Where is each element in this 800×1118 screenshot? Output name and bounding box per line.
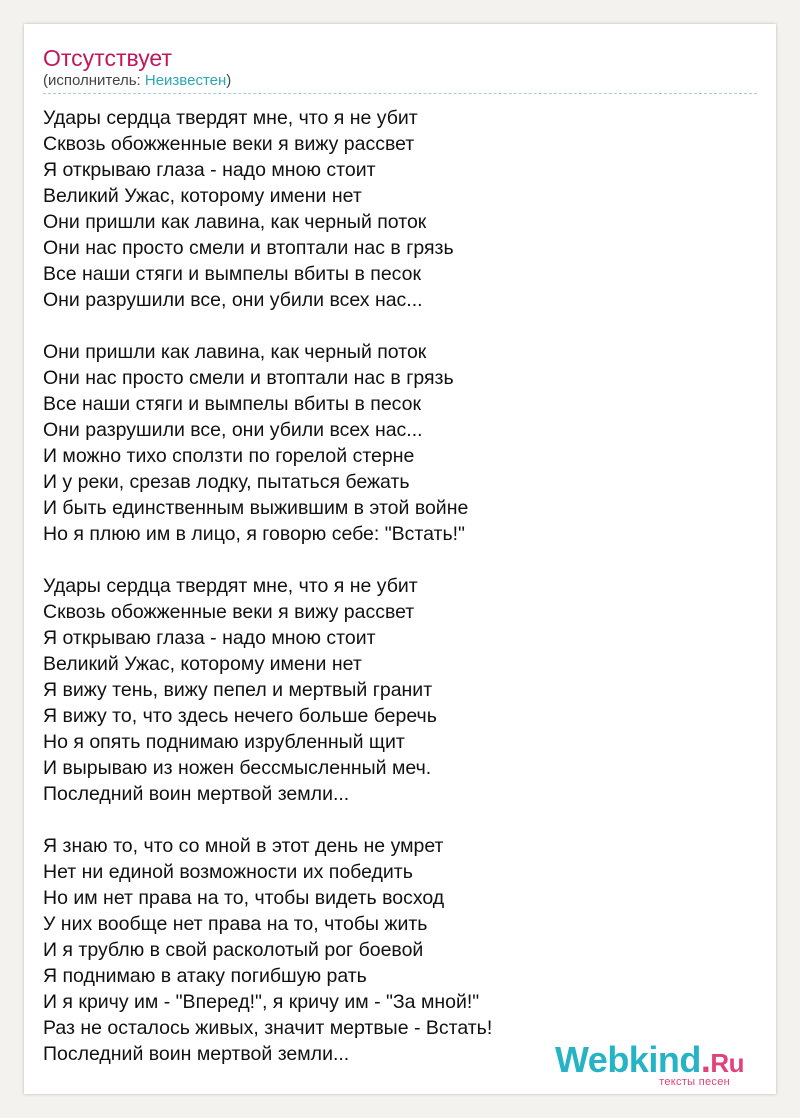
lyrics-stanza (43, 573, 492, 807)
lyrics-line: Все наши стяги и вымпелы вбиты в песок (43, 393, 422, 415)
performer-link[interactable]: Неизвестен (144, 72, 227, 89)
lyrics-line: Великий Ужас, которому имени нет (43, 653, 362, 675)
lyrics-line: И я трублю в свой расколотый рог боевой (43, 939, 424, 961)
lyrics-line: Сквозь обожженные веки я вижу рассвет (43, 601, 415, 623)
watermark-tagline: тексты песен (659, 1076, 730, 1088)
lyrics-line: Сквозь обожженные веки я вижу рассвет (43, 133, 415, 155)
lyrics-line: Я открываю глаза - надо мною стоит (43, 627, 376, 649)
lyrics-line: Я вижу тень, вижу пепел и мертвый гранит (43, 679, 433, 701)
lyrics-line: У них вообще нет права на то, чтобы жить (43, 913, 428, 935)
lyrics-line: Но я опять поднимаю изрубленный щит (43, 731, 405, 753)
lyrics-body (43, 105, 492, 1093)
lyrics-line: И у реки, срезав лодку, пытаться бежать (43, 471, 410, 493)
lyrics-stanza (43, 833, 492, 1067)
site-watermark (554, 1039, 744, 1088)
lyrics-stanza (43, 339, 492, 547)
lyrics-line: Я поднимаю в атаку погибшую рать (43, 965, 367, 987)
lyrics-line: Все наши стяги и вымпелы вбиты в песок (43, 263, 422, 285)
lyrics-line: Раз не осталось живых, значит мертвые - Встать! (43, 1017, 493, 1039)
lyrics-line: Великий Ужас, которому имени нет (43, 185, 362, 207)
performer-prefix: (исполнитель: (43, 72, 145, 89)
lyrics-line: Я вижу то, что здесь нечего больше беречь (43, 705, 437, 727)
lyrics-line: Они нас просто смели и втоптали нас в грязь (43, 367, 454, 389)
lyrics-line: Они пришли как лавина, как черный поток (43, 211, 427, 233)
lyrics-page (24, 24, 776, 1094)
lyrics-line: Но им нет права на то, чтобы видеть восход (43, 887, 445, 909)
header-divider (43, 93, 757, 94)
lyrics-line: Удары сердца твердят мне, что я не убит (43, 107, 418, 129)
lyrics-line: Последний воин мертвой земли... (43, 783, 350, 805)
lyrics-line: Я открываю глаза - надо мною стоит (43, 159, 376, 181)
lyrics-line: Я знаю то, что со мной в этот день не умрет (43, 835, 444, 857)
song-title: Отсутствует (43, 45, 172, 71)
lyrics-line: Они разрушили все, они убили всех нас... (43, 419, 423, 441)
lyrics-stanza (43, 105, 492, 313)
watermark-tld: Ru (710, 1048, 744, 1078)
lyrics-line: И вырываю из ножен бессмысленный меч. (43, 757, 432, 779)
lyrics-line: И можно тихо сползти по горелой стерне (43, 445, 415, 467)
lyrics-line: И я кричу им - "Вперед!", я кричу им - "За мной!" (43, 991, 480, 1013)
lyrics-line: Они пришли как лавина, как черный поток (43, 341, 427, 363)
lyrics-line: Нет ни единой возможности их победить (43, 861, 413, 883)
watermark-brand: Webkind (554, 1039, 701, 1080)
lyrics-line: Удары сердца твердят мне, что я не убит (43, 575, 418, 597)
lyrics-line: Последний воин мертвой земли... (43, 1043, 350, 1065)
lyrics-line: Но я плюю им в лицо, я говорю себе: "Встать!" (43, 523, 465, 545)
lyrics-line: И быть единственным выжившим в этой войне (43, 497, 469, 519)
lyrics-line: Они разрушили все, они убили всех нас... (43, 289, 423, 311)
lyrics-line: Они нас просто смели и втоптали нас в грязь (43, 237, 454, 259)
watermark-dot: . (700, 1039, 711, 1080)
performer-line (43, 72, 231, 90)
performer-suffix: ) (226, 72, 232, 89)
